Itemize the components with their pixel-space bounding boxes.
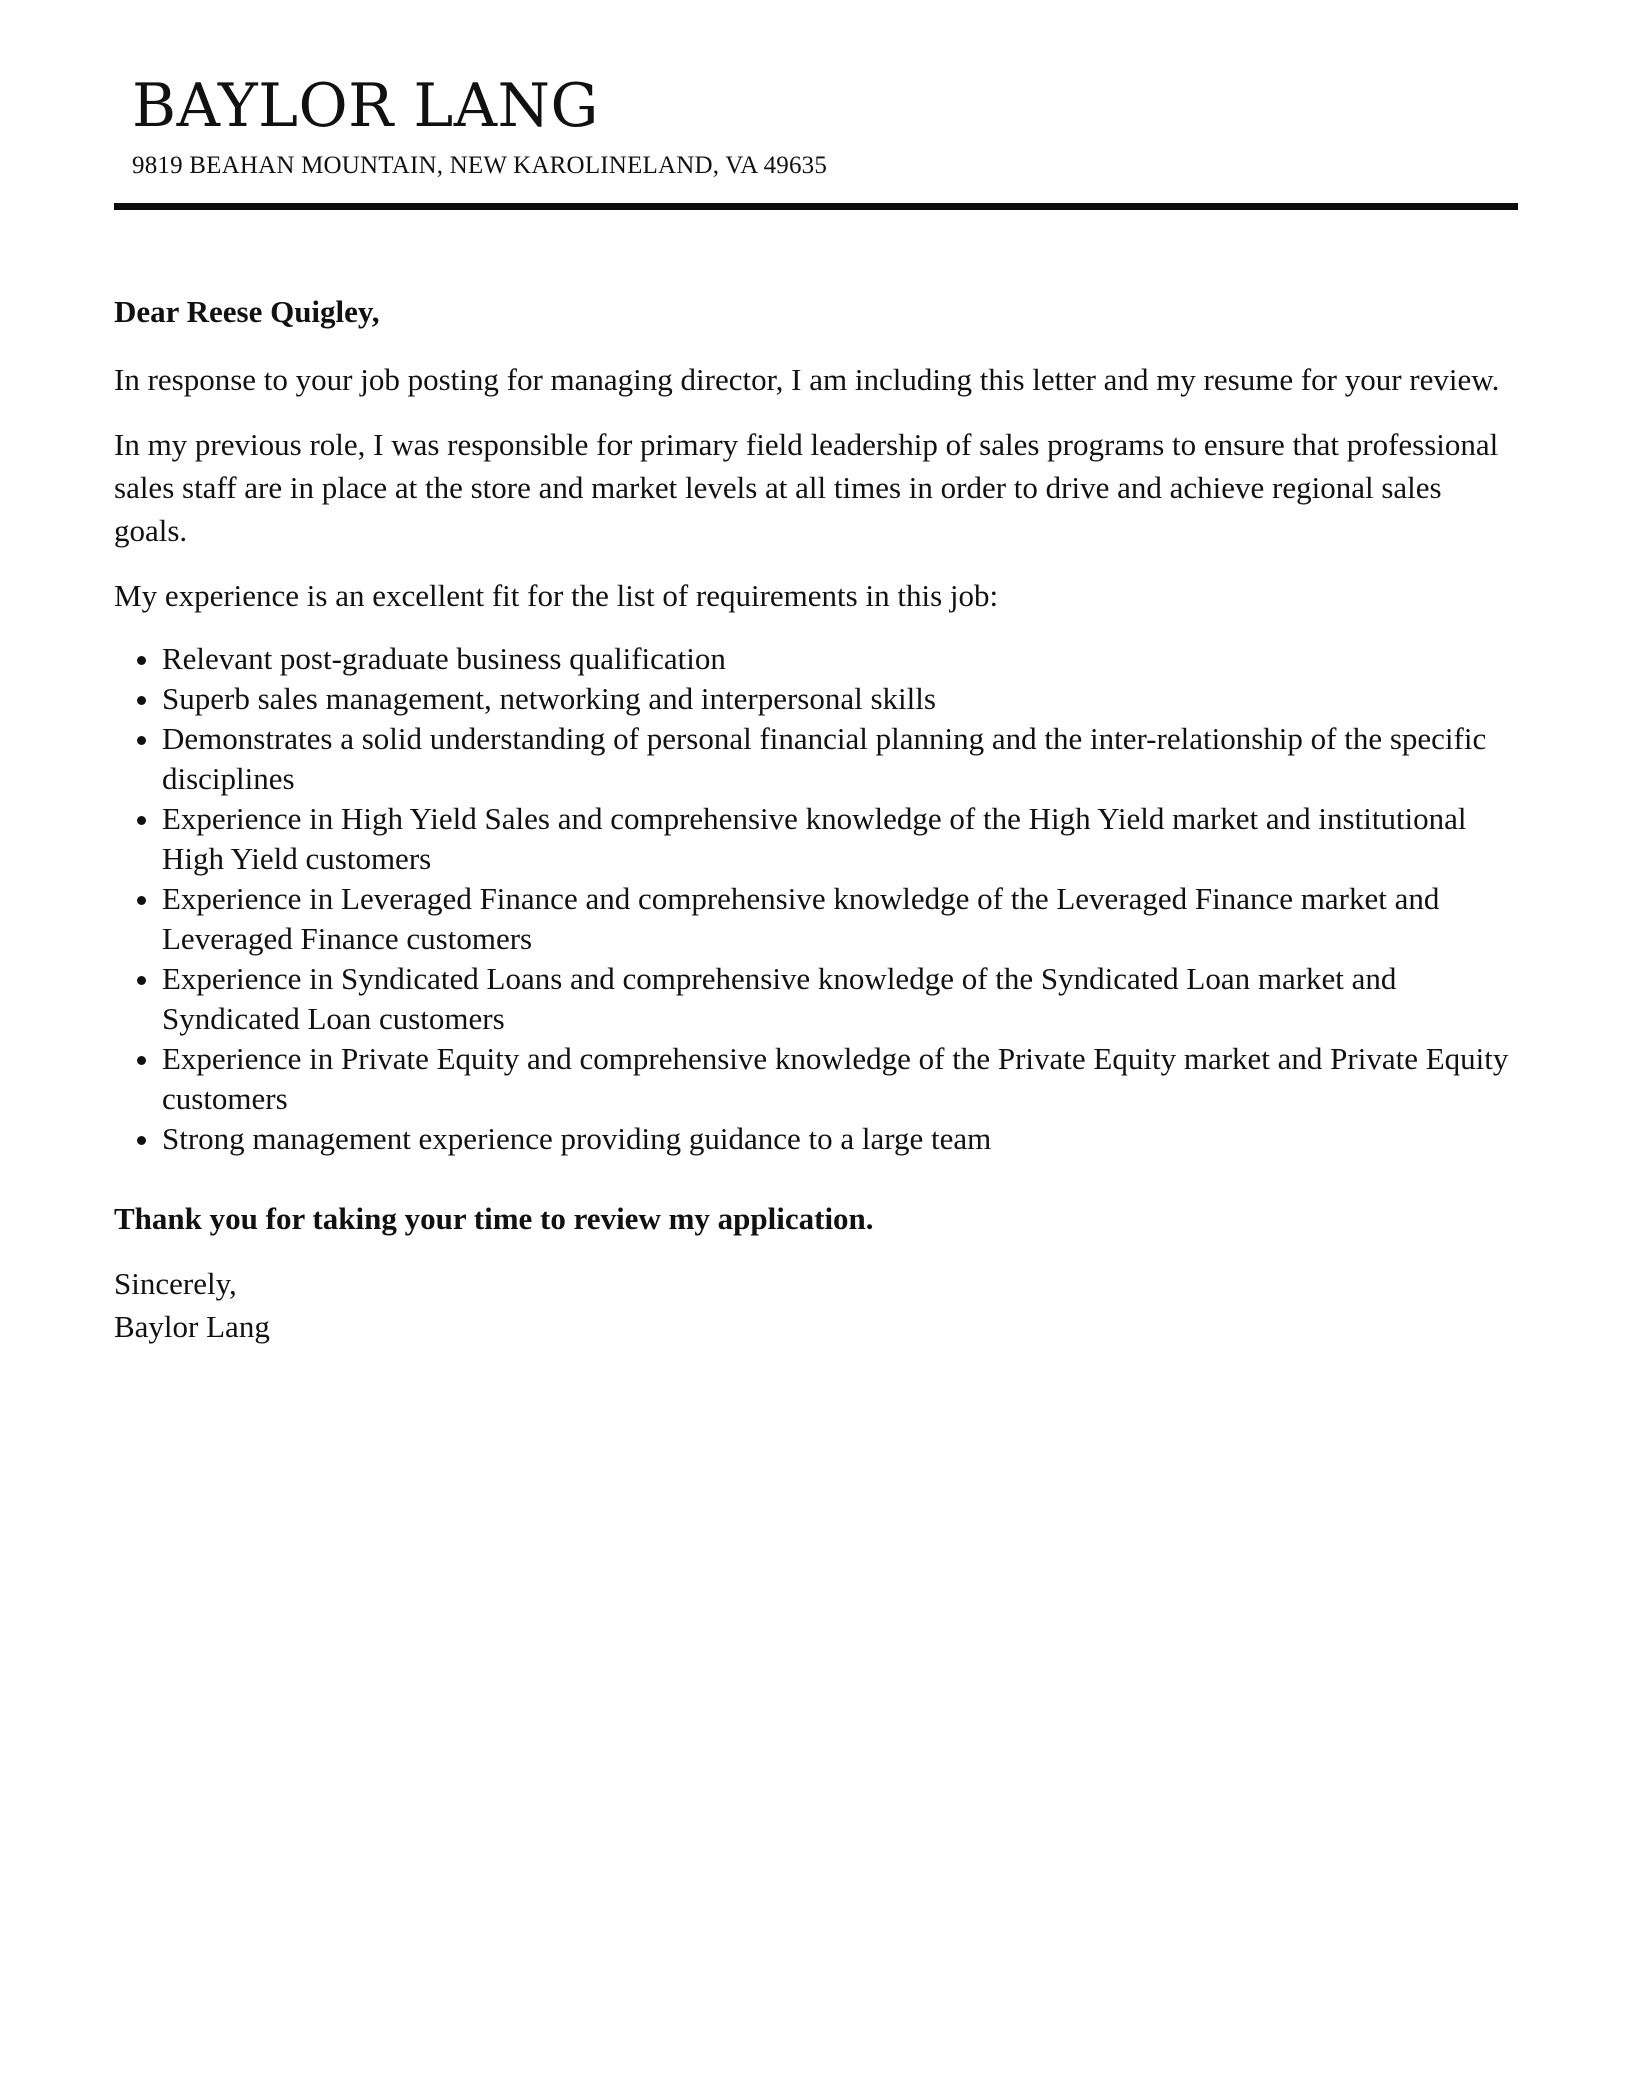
list-item: • Experience in Leveraged Finance and comprehensive knowledge of the Leveraged Finance market and Leveraged Finance customers — [162, 879, 1514, 959]
list-item: • Experience in Syndicated Loans and comprehensive knowledge of the Syndicated Loan market and Syndicated Loan customers — [162, 959, 1514, 1039]
letter-header — [132, 66, 1512, 182]
experience-paragraph: In my previous role, I was responsible for primary field leadership of sales programs to ensure that professional sales staff are in place at the store and market levels at all times in order to drive and achieve regional sales goals. — [114, 427, 1499, 548]
applicant-address: 9819 BEAHAN MOUNTAIN, NEW KAROLINELAND, VA 49635 — [132, 152, 828, 179]
requirements-list — [114, 639, 1514, 1159]
requirements-intro: My experience is an excellent fit for the list of requirements in this job: — [114, 578, 999, 613]
closing-text: Sincerely, — [114, 1266, 237, 1301]
salutation: Dear Reese Quigley, — [114, 294, 380, 329]
intro-paragraph: In response to your job posting for managing director, I am including this letter and my resume for your review. — [114, 362, 1500, 397]
list-item: • Superb sales management, networking and interpersonal skills — [162, 679, 1514, 719]
list-item: • Demonstrates a solid understanding of personal financial planning and the inter-relationship of the specific disciplines — [162, 719, 1514, 799]
list-item: • Relevant post-graduate business qualification — [162, 639, 1514, 679]
signature-name: Baylor Lang — [114, 1309, 270, 1344]
applicant-name: BAYLOR LANG — [132, 71, 599, 141]
thank-you-line: Thank you for taking your time to review my application. — [114, 1201, 874, 1236]
list-item: • Experience in Private Equity and comprehensive knowledge of the Private Equity market and Private Equity customers — [162, 1039, 1514, 1119]
letter-body — [114, 288, 1514, 1348]
list-item: • Strong management experience providing guidance to a large team — [162, 1119, 1514, 1159]
header-divider — [114, 203, 1518, 210]
list-item: • Experience in High Yield Sales and comprehensive knowledge of the High Yield market and institutional High Yield customers — [162, 799, 1514, 879]
